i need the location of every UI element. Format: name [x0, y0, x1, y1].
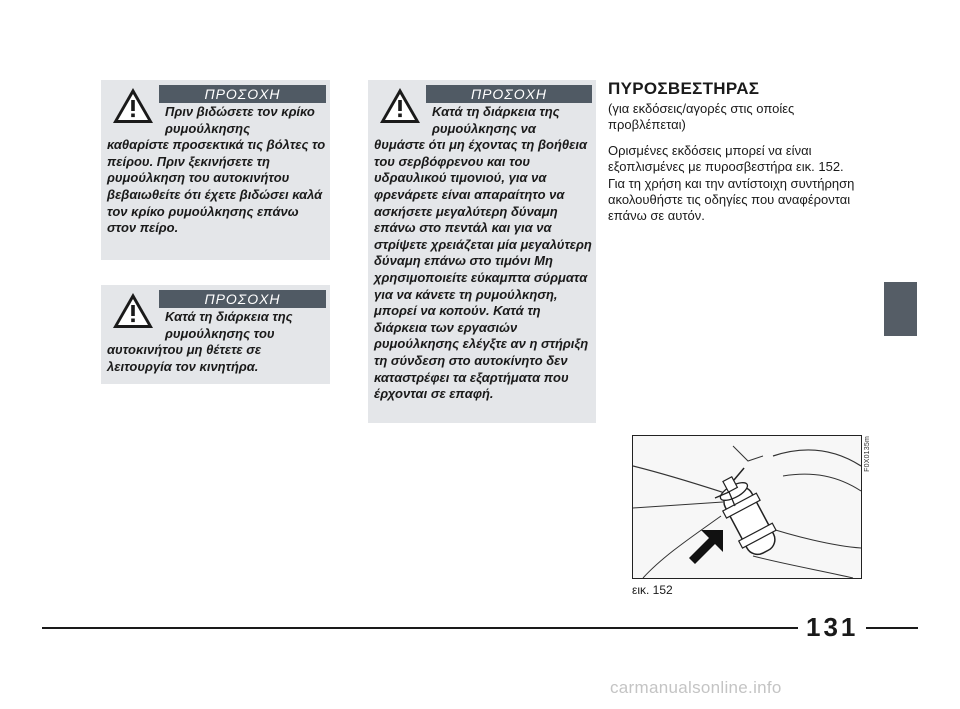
- warning-lead: Πριν βιδώσετε τον κρίκο ρυμούλκησης: [165, 104, 315, 136]
- warning-box-3: [368, 80, 596, 423]
- warning-header: ΠΡΟΣΟΧΗ: [159, 290, 326, 308]
- section-body: Ορισμένες εκδόσεις μπορεί να είναι εξοπλισμένες με πυροσβεστήρα εικ. 152. Για τη χρήση και την αντίστοιχη συντήρηση ακολουθήστε τις οδηγίες που αναφέρονται επάνω σε αυτόν.: [608, 142, 855, 224]
- watermark: carmanualsonline.info: [610, 678, 782, 697]
- figure-152: [632, 435, 862, 579]
- warning-lead: Κατά τη διάρκεια της ρυμούλκησης να: [432, 104, 560, 136]
- warning-header: ΠΡΟΣΟΧΗ: [159, 85, 326, 103]
- warning-text: [107, 309, 329, 375]
- section-subtitle: (για εκδόσεις/αγορές στις οποίες προβλέπεται): [608, 101, 795, 133]
- warning-lead: Κατά τη διάρκεια της ρυμούλκησης του: [165, 309, 293, 341]
- arrow-icon: [685, 528, 725, 568]
- footer-rule-right: [866, 627, 918, 629]
- figure-caption: εικ. 152: [632, 583, 673, 597]
- figure-code: F0X0135m: [864, 436, 871, 472]
- warning-box-1: [101, 80, 330, 260]
- warning-body: θυμάστε ότι μη έχοντας τη βοήθεια του σερβόφρενου και του υδραυλικού τιμονιού, για να φρενάρετε είναι απαραίτητο να ασκήσετε μεγαλύτερη δύναμη επάνω στο πεντάλ και για να στρίψετε χρειάζεται μία μεγαλύτερη δύναμη επάνω στο τιμόνι Μη χρησιμοποιείτε εύκαμπτα σύρματα για να κάνετε τη ρυμούλκηση, μπορεί να κοπούν. Κατά τη διάρκεια των εργασιών ρυμούλκησης ελέγξτε αν η στήριξη τη σύνδεση στο αυτοκίνητο δεν καταστρέφει τα εξαρτήματα που έρχονται σε επαφή.: [374, 137, 592, 402]
- fire-extinguisher-illustration: [633, 436, 861, 578]
- warning-text: [107, 104, 329, 237]
- warning-text: [374, 104, 594, 403]
- section-title: ΠΥΡΟΣΒΕΣΤΗΡΑΣ: [608, 79, 760, 98]
- footer-rule-left: [42, 627, 798, 629]
- warning-header: ΠΡΟΣΟΧΗ: [426, 85, 592, 103]
- warning-box-2: [101, 285, 330, 384]
- page-number: 131: [806, 612, 859, 642]
- warning-body: καθαρίστε προσεκτικά τις βόλτες το πείρου. Πριν ξεκινήσετε τη ρυμούλκηση του αυτοκινήτου βεβαιωθείτε ότι έχετε βιδώσει καλά τον κρίκο ρυμούλκησης επάνω στον πείρο.: [107, 137, 326, 236]
- warning-body: αυτοκινήτου μη θέτετε σε λειτουργία τον κινητήρα.: [107, 342, 262, 374]
- section-tab-marker: [884, 282, 917, 336]
- fire-extinguisher-section: [608, 79, 858, 225]
